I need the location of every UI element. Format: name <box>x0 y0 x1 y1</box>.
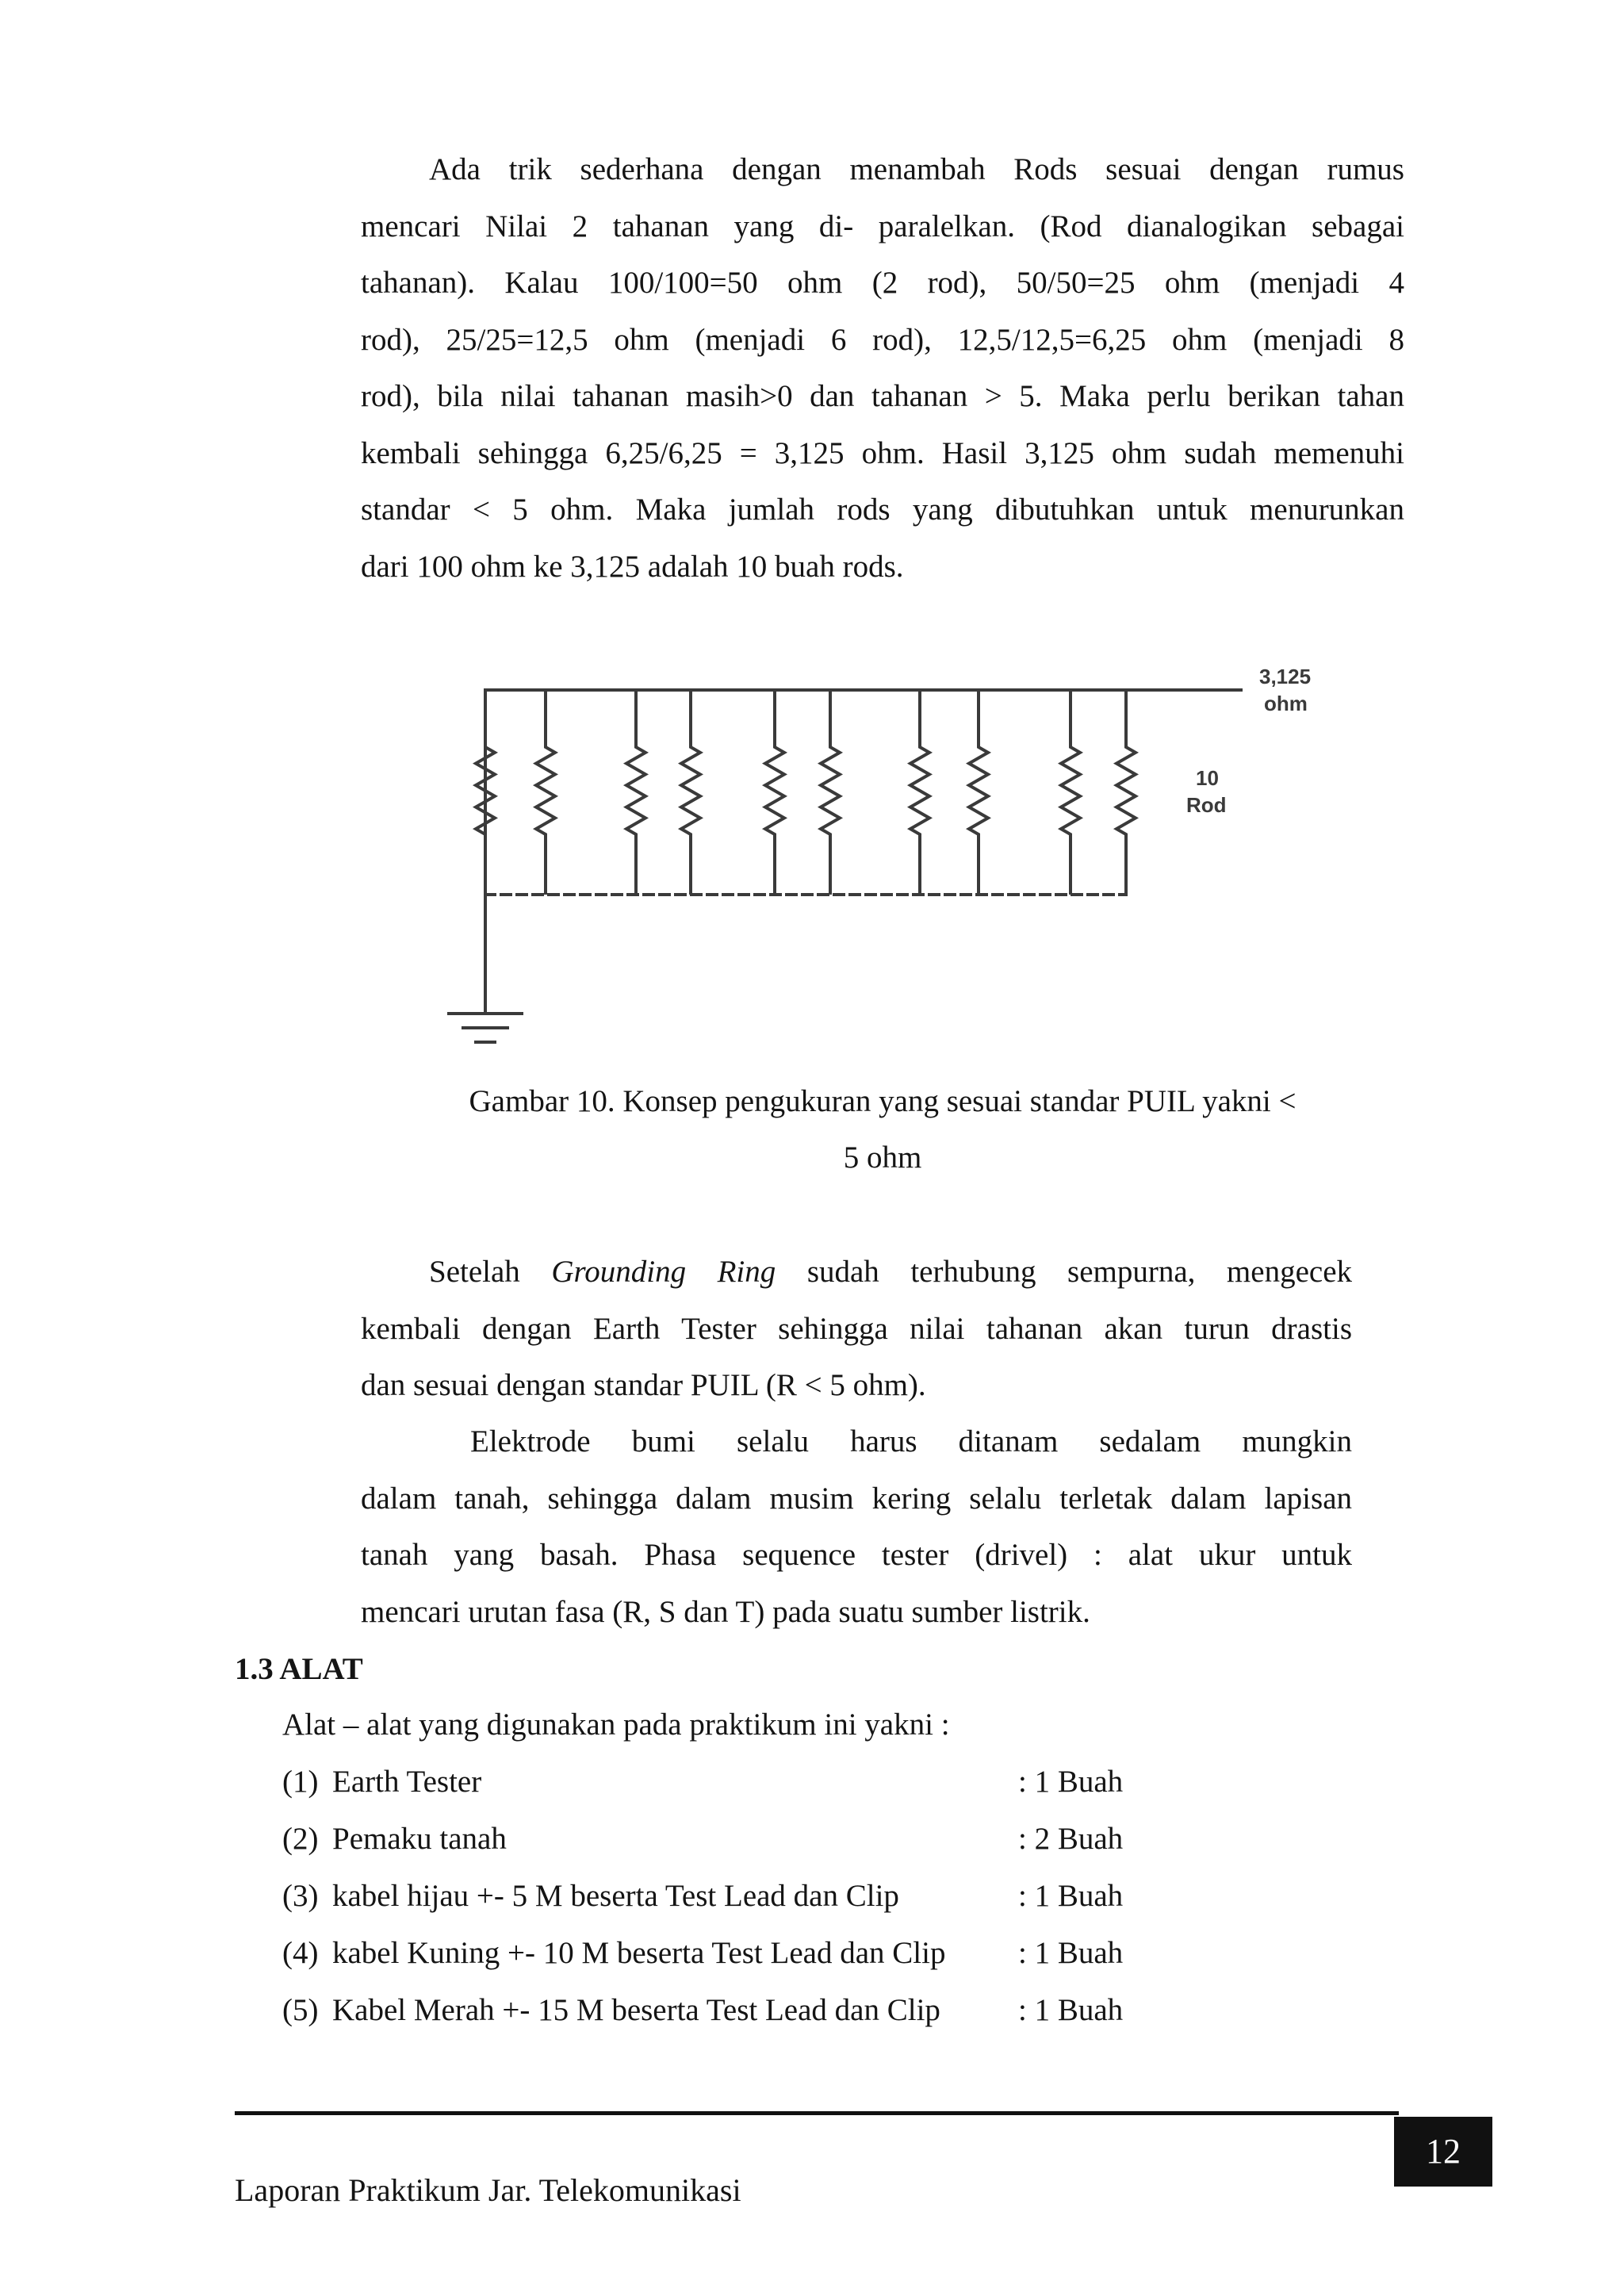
tool-item-name: kabel hijau +- 5 M beserta Test Lead dan Clip <box>332 1879 899 1913</box>
tool-item-number: (3) <box>282 1879 319 1913</box>
resistor-rod <box>821 690 840 895</box>
paragraph-line: mencari Nilai 2 tahanan yang di- paralelkan. (Rod dianalogikan sebagai <box>361 209 1404 243</box>
paragraph-line: Elektrode bumi selalu harus ditanam sedalam mungkin <box>470 1424 1352 1458</box>
paragraph-line: dalam tanah, sehingga dalam musim kering selalu terletak dalam lapisan <box>361 1481 1352 1516</box>
tool-item-name: kabel Kuning +- 10 M beserta Test Lead dan Clip <box>332 1936 946 1970</box>
diagram-label-rod-count: 10 <box>1196 766 1219 790</box>
grounding-rods-diagram <box>428 658 1364 1055</box>
diagram-label-resistance-value: 3,125 <box>1259 665 1312 688</box>
tool-item-number: (1) <box>282 1765 319 1799</box>
tool-item-quantity: : 1 Buah <box>1018 1993 1124 2027</box>
resistor-rod <box>1061 690 1080 895</box>
figure-caption <box>361 1073 1404 1186</box>
resistor-rod <box>1116 690 1136 895</box>
tool-item-quantity: : 1 Buah <box>1018 1765 1124 1799</box>
resistor-rod <box>765 690 784 895</box>
paragraph-italic-text: Grounding Ring <box>551 1255 776 1289</box>
tool-item-number: (4) <box>282 1936 319 1970</box>
tool-item-quantity: : 2 Buah <box>1018 1822 1124 1856</box>
resistor-rod <box>910 690 929 895</box>
paragraph-line: standar < 5 ohm. Maka jumlah rods yang dibutuhkan untuk menurunkan <box>361 493 1404 527</box>
footer-divider <box>235 2111 1399 2115</box>
paragraph-line: mencari urutan fasa (R, S dan T) pada suatu sumber listrik. <box>361 1594 1090 1629</box>
resistor-rod <box>536 690 555 895</box>
page-number: 12 <box>1394 2117 1492 2187</box>
paragraph-line: rod), bila nilai tahanan masih>0 dan tahanan > 5. Maka perlu berikan tahan <box>361 379 1404 413</box>
resistor-rod <box>681 690 700 895</box>
paragraph-line: kembali dengan Earth Tester sehingga nilai tahanan akan turun drastis <box>361 1311 1352 1346</box>
paragraph-line: Ada trik sederhana dengan menambah Rods sesuai dengan rumus <box>429 152 1404 186</box>
paragraph-line: kembali sehingga 6,25/6,25 = 3,125 ohm. Hasil 3,125 ohm sudah memenuhi <box>361 435 1404 470</box>
tool-item-name: Kabel Merah +- 15 M beserta Test Lead dan Clip <box>332 1993 940 2027</box>
paragraph-line: tanah yang basah. Phasa sequence tester (drivel) : alat ukur untuk <box>361 1538 1352 1572</box>
paragraph-line: dari 100 ohm ke 3,125 adalah 10 buah rods. <box>361 549 904 584</box>
paragraph-1 <box>361 141 1404 595</box>
tool-item-name: Pemaku tanah <box>332 1822 507 1856</box>
tool-list-item <box>282 1992 1124 2028</box>
caption-line-2: 5 ohm <box>843 1140 922 1175</box>
diagram-label-resistance-unit: ohm <box>1264 692 1308 715</box>
paragraph-line: rod), 25/25=12,5 ohm (menjadi 6 rod), 12,5/12,5=6,25 ohm (menjadi 8 <box>361 322 1404 357</box>
paragraph-2 <box>361 1244 1352 1414</box>
paragraph-line <box>361 1244 1352 1301</box>
paragraph-text: Setelah <box>429 1255 552 1289</box>
tool-item-number: (2) <box>282 1822 319 1856</box>
tool-item-number: (5) <box>282 1993 319 2027</box>
diagram-label-rod-unit: Rod <box>1186 793 1227 817</box>
section-heading: 1.3 ALAT <box>235 1652 363 1686</box>
tool-list-item <box>282 1878 1124 1914</box>
tool-list-item <box>282 1764 1124 1800</box>
tool-list-item <box>282 1935 1124 1971</box>
caption-line-1: Gambar 10. Konsep pengukuran yang sesuai standar PUIL yakni < <box>469 1084 1297 1118</box>
paragraph-line: tahanan). Kalau 100/100=50 ohm (2 rod), 50/50=25 ohm (menjadi 4 <box>361 266 1404 300</box>
resistor-rod <box>969 690 988 895</box>
tool-item-quantity: : 1 Buah <box>1018 1936 1124 1970</box>
tool-item-quantity: : 1 Buah <box>1018 1879 1124 1913</box>
paragraph-text: sudah terhubung sempurna, mengecek <box>776 1255 1353 1289</box>
paragraph-line: dan sesuai dengan standar PUIL (R < 5 ohm). <box>361 1368 926 1402</box>
section-intro: Alat – alat yang digunakan pada praktikum ini yakni : <box>282 1708 950 1742</box>
footer-title: Laporan Praktikum Jar. Telekomunikasi <box>235 2172 741 2208</box>
resistor-rod <box>626 690 645 895</box>
tool-list-item <box>282 1821 1124 1857</box>
resistor-rod <box>476 690 495 895</box>
paragraph-3 <box>361 1413 1352 1640</box>
tool-item-name: Earth Tester <box>332 1765 482 1799</box>
